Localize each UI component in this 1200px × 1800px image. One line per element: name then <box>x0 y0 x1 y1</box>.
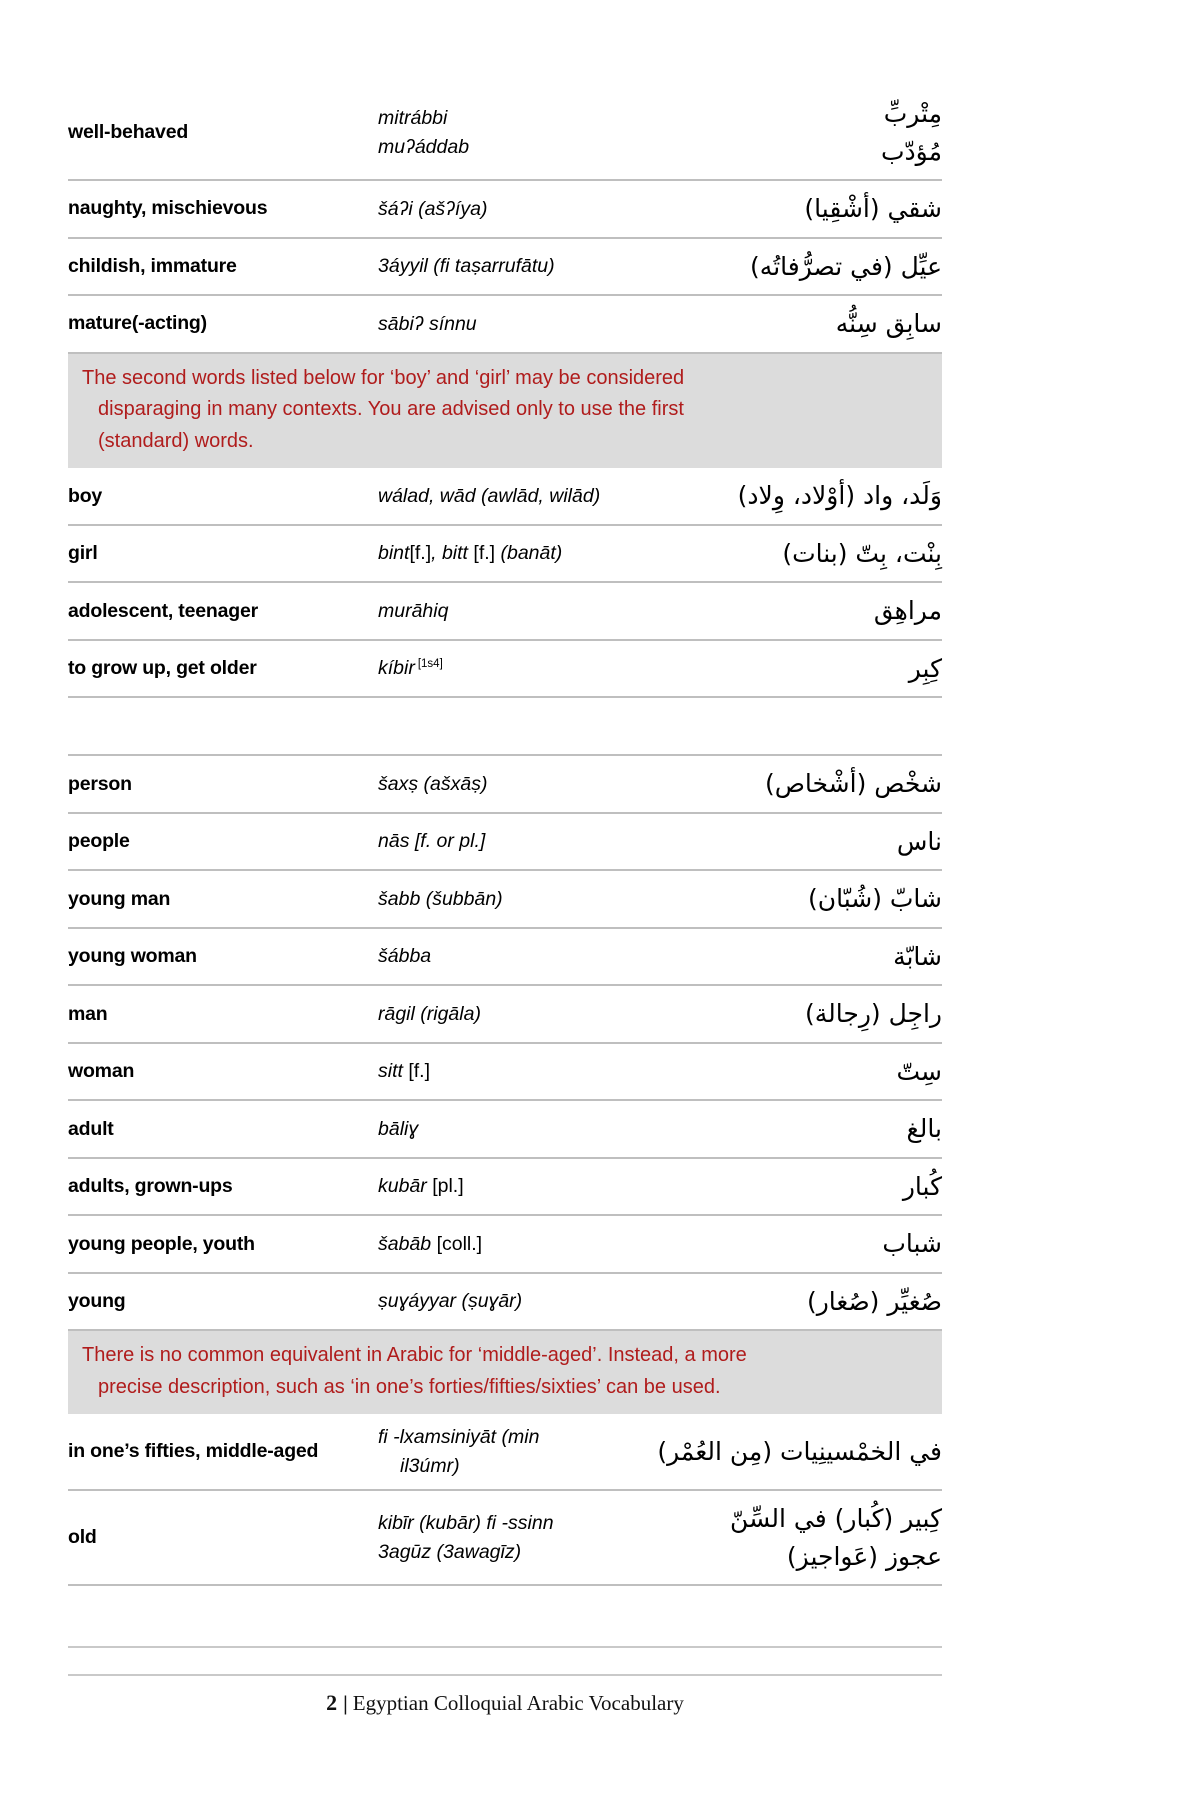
transliteration: šaxṣ (ašxāṣ) <box>378 755 678 813</box>
table-row <box>68 928 942 986</box>
transliteration <box>378 1414 678 1490</box>
vocab-table-children <box>68 86 942 698</box>
table-row <box>68 985 942 1043</box>
translit-line-2: muʔáddab <box>378 135 470 158</box>
arabic-term <box>678 1490 942 1585</box>
translit-plural: (banāt) <box>500 542 563 565</box>
note-line-1: The second words listed below for ‘boy’ and ‘girl’ may be considered <box>82 366 685 389</box>
arabic-term: سابِق سِنُّه <box>678 295 942 353</box>
arabic-term: وَلَد، واد (أوْلاد، وِلاد) <box>678 468 942 525</box>
transliteration: 3áyyil (fi taṣarrufātu) <box>378 238 678 296</box>
translit-word: kíbir <box>378 657 415 680</box>
english-term: naughty, mischievous <box>68 180 378 238</box>
translit-collective-marker: [coll.] <box>436 1232 483 1255</box>
english-term: person <box>68 755 378 813</box>
transliteration: murāhiq <box>378 582 678 640</box>
arabic-term: كِبِر <box>678 640 942 698</box>
table-row <box>68 525 942 583</box>
table-row <box>68 180 942 238</box>
note-line-1: There is no common equivalent in Arabic for ‘middle-aged’. Instead, a more <box>82 1344 747 1367</box>
transliteration: ṣuɣáyyar (ṣuɣār) <box>378 1273 678 1331</box>
english-term: young people, youth <box>68 1215 378 1273</box>
english-term: boy <box>68 468 378 525</box>
footer-divider-bottom <box>68 1674 942 1676</box>
translit-line-1: mitrábbi <box>378 107 448 130</box>
transliteration: šábba <box>378 928 678 986</box>
note-line-3: (standard) words. <box>98 429 254 452</box>
transliteration: wálad, wād (awlād, wilād) <box>378 468 678 525</box>
note-cell <box>68 353 942 469</box>
footer-divider-top <box>68 1646 942 1648</box>
table-row <box>68 755 942 813</box>
transliteration: šabb (šubbān) <box>378 870 678 928</box>
cross-reference-superscript: [1s4] <box>417 657 443 670</box>
english-term: girl <box>68 525 378 583</box>
transliteration <box>378 1043 678 1101</box>
translit-line-1: fi -lxamsiniyāt (min <box>378 1426 540 1449</box>
transliteration <box>378 1490 678 1585</box>
english-term: childish, immature <box>68 238 378 296</box>
note-line-2: disparaging in many contexts. You are advised only to use the first <box>98 398 684 421</box>
page-content <box>68 86 942 1586</box>
arabic-term: شابّة <box>678 928 942 986</box>
arabic-term: شباب <box>678 1215 942 1273</box>
transliteration: šáʔi (ašʔíya) <box>378 180 678 238</box>
english-term: adolescent, teenager <box>68 582 378 640</box>
table-row <box>68 1273 942 1331</box>
arabic-term: راجِل (رِجالة) <box>678 985 942 1043</box>
arabic-term: صُغيِّر (صُغار) <box>678 1273 942 1331</box>
table-row <box>68 86 942 180</box>
table-row <box>68 640 942 698</box>
table-row <box>68 1215 942 1273</box>
english-term: mature(-acting) <box>68 295 378 353</box>
table-row <box>68 295 942 353</box>
translit-word-1: bint <box>378 542 410 565</box>
note-text <box>82 363 928 458</box>
translit-number-marker: [pl.] <box>432 1175 464 1198</box>
english-term: well-behaved <box>68 86 378 180</box>
note-text <box>82 1340 928 1403</box>
transliteration: bāliɣ <box>378 1100 678 1158</box>
english-term: man <box>68 985 378 1043</box>
transliteration: sābiʔ sínnu <box>378 295 678 353</box>
english-term: people <box>68 813 378 871</box>
translit-word: kubār <box>378 1175 427 1198</box>
section-spacer <box>68 698 942 754</box>
table-row <box>68 1043 942 1101</box>
table-row <box>68 582 942 640</box>
transliteration <box>378 1158 678 1216</box>
arabic-term: ناس <box>678 813 942 871</box>
page-number: 2 <box>326 1690 338 1715</box>
arabic-term: شقي (أشْقِيا) <box>678 180 942 238</box>
note-box-middle-aged <box>68 1330 942 1414</box>
page-footer <box>68 1646 942 1716</box>
arabic-term: بالغ <box>678 1100 942 1158</box>
table-row <box>68 1414 942 1490</box>
table-row <box>68 238 942 296</box>
translit-gender-marker: [f.] <box>408 1060 431 1083</box>
arabic-term <box>678 86 942 180</box>
translit-gender-marker-1: [f.] <box>409 542 432 565</box>
arabic-line-1: مِتْربِّ <box>883 99 942 128</box>
translit-word: šabāb <box>378 1232 432 1255</box>
note-line-2: precise description, such as ‘in one’s forties/fifties/sixties’ can be used. <box>98 1375 721 1398</box>
arabic-term: بِنْت، بِتّ (بنات) <box>678 525 942 583</box>
transliteration: rāgil (rigāla) <box>378 985 678 1043</box>
vocab-table-people <box>68 754 942 1586</box>
transliteration <box>378 1215 678 1273</box>
english-term: to grow up, get older <box>68 640 378 698</box>
table-row <box>68 813 942 871</box>
arabic-term: في الخمْسينِيات (مِن العُمْر) <box>678 1414 942 1490</box>
footer-text <box>68 1690 942 1716</box>
english-term: young woman <box>68 928 378 986</box>
english-term: young <box>68 1273 378 1331</box>
note-cell <box>68 1330 942 1414</box>
table-row <box>68 468 942 525</box>
table-row <box>68 1100 942 1158</box>
note-box-boy-girl <box>68 353 942 469</box>
arabic-term: شابّ (شُبّان) <box>678 870 942 928</box>
transliteration <box>378 86 678 180</box>
translit-word-2: , bitt <box>431 542 468 565</box>
translit-word: sitt <box>378 1060 403 1083</box>
document-title: Egyptian Colloquial Arabic Vocabulary <box>352 1691 684 1715</box>
arabic-term: كُبار <box>678 1158 942 1216</box>
arabic-line-1: كِبير (كُبار) في السِّنّ <box>730 1504 942 1533</box>
english-term: woman <box>68 1043 378 1101</box>
translit-line-2: il3úmr) <box>400 1454 460 1477</box>
english-term: in one’s fifties, middle-aged <box>68 1414 378 1490</box>
translit-line-1: kibīr (kubār) fi -ssinn <box>378 1512 554 1535</box>
arabic-term: عيِّل (في تصرُّفاتُه) <box>678 238 942 296</box>
footer-separator: | <box>343 1691 348 1715</box>
transliteration <box>378 640 678 698</box>
arabic-term: مراهِق <box>678 582 942 640</box>
table-row <box>68 1158 942 1216</box>
table-row <box>68 1490 942 1585</box>
english-term: old <box>68 1490 378 1585</box>
arabic-line-2: مُؤدّب <box>881 136 942 166</box>
arabic-line-2: عجوز (عَواجيز) <box>786 1541 942 1571</box>
arabic-term: سِتّ <box>678 1043 942 1101</box>
english-term: young man <box>68 870 378 928</box>
transliteration: nās [f. or pl.] <box>378 813 678 871</box>
table-row <box>68 870 942 928</box>
translit-line-2: 3agūz (3awagīz) <box>378 1540 522 1563</box>
translit-gender-marker-2: [f.] <box>473 542 496 565</box>
arabic-term: شخْص (أشْخاص) <box>678 755 942 813</box>
transliteration <box>378 525 678 583</box>
english-term: adult <box>68 1100 378 1158</box>
english-term: adults, grown-ups <box>68 1158 378 1216</box>
